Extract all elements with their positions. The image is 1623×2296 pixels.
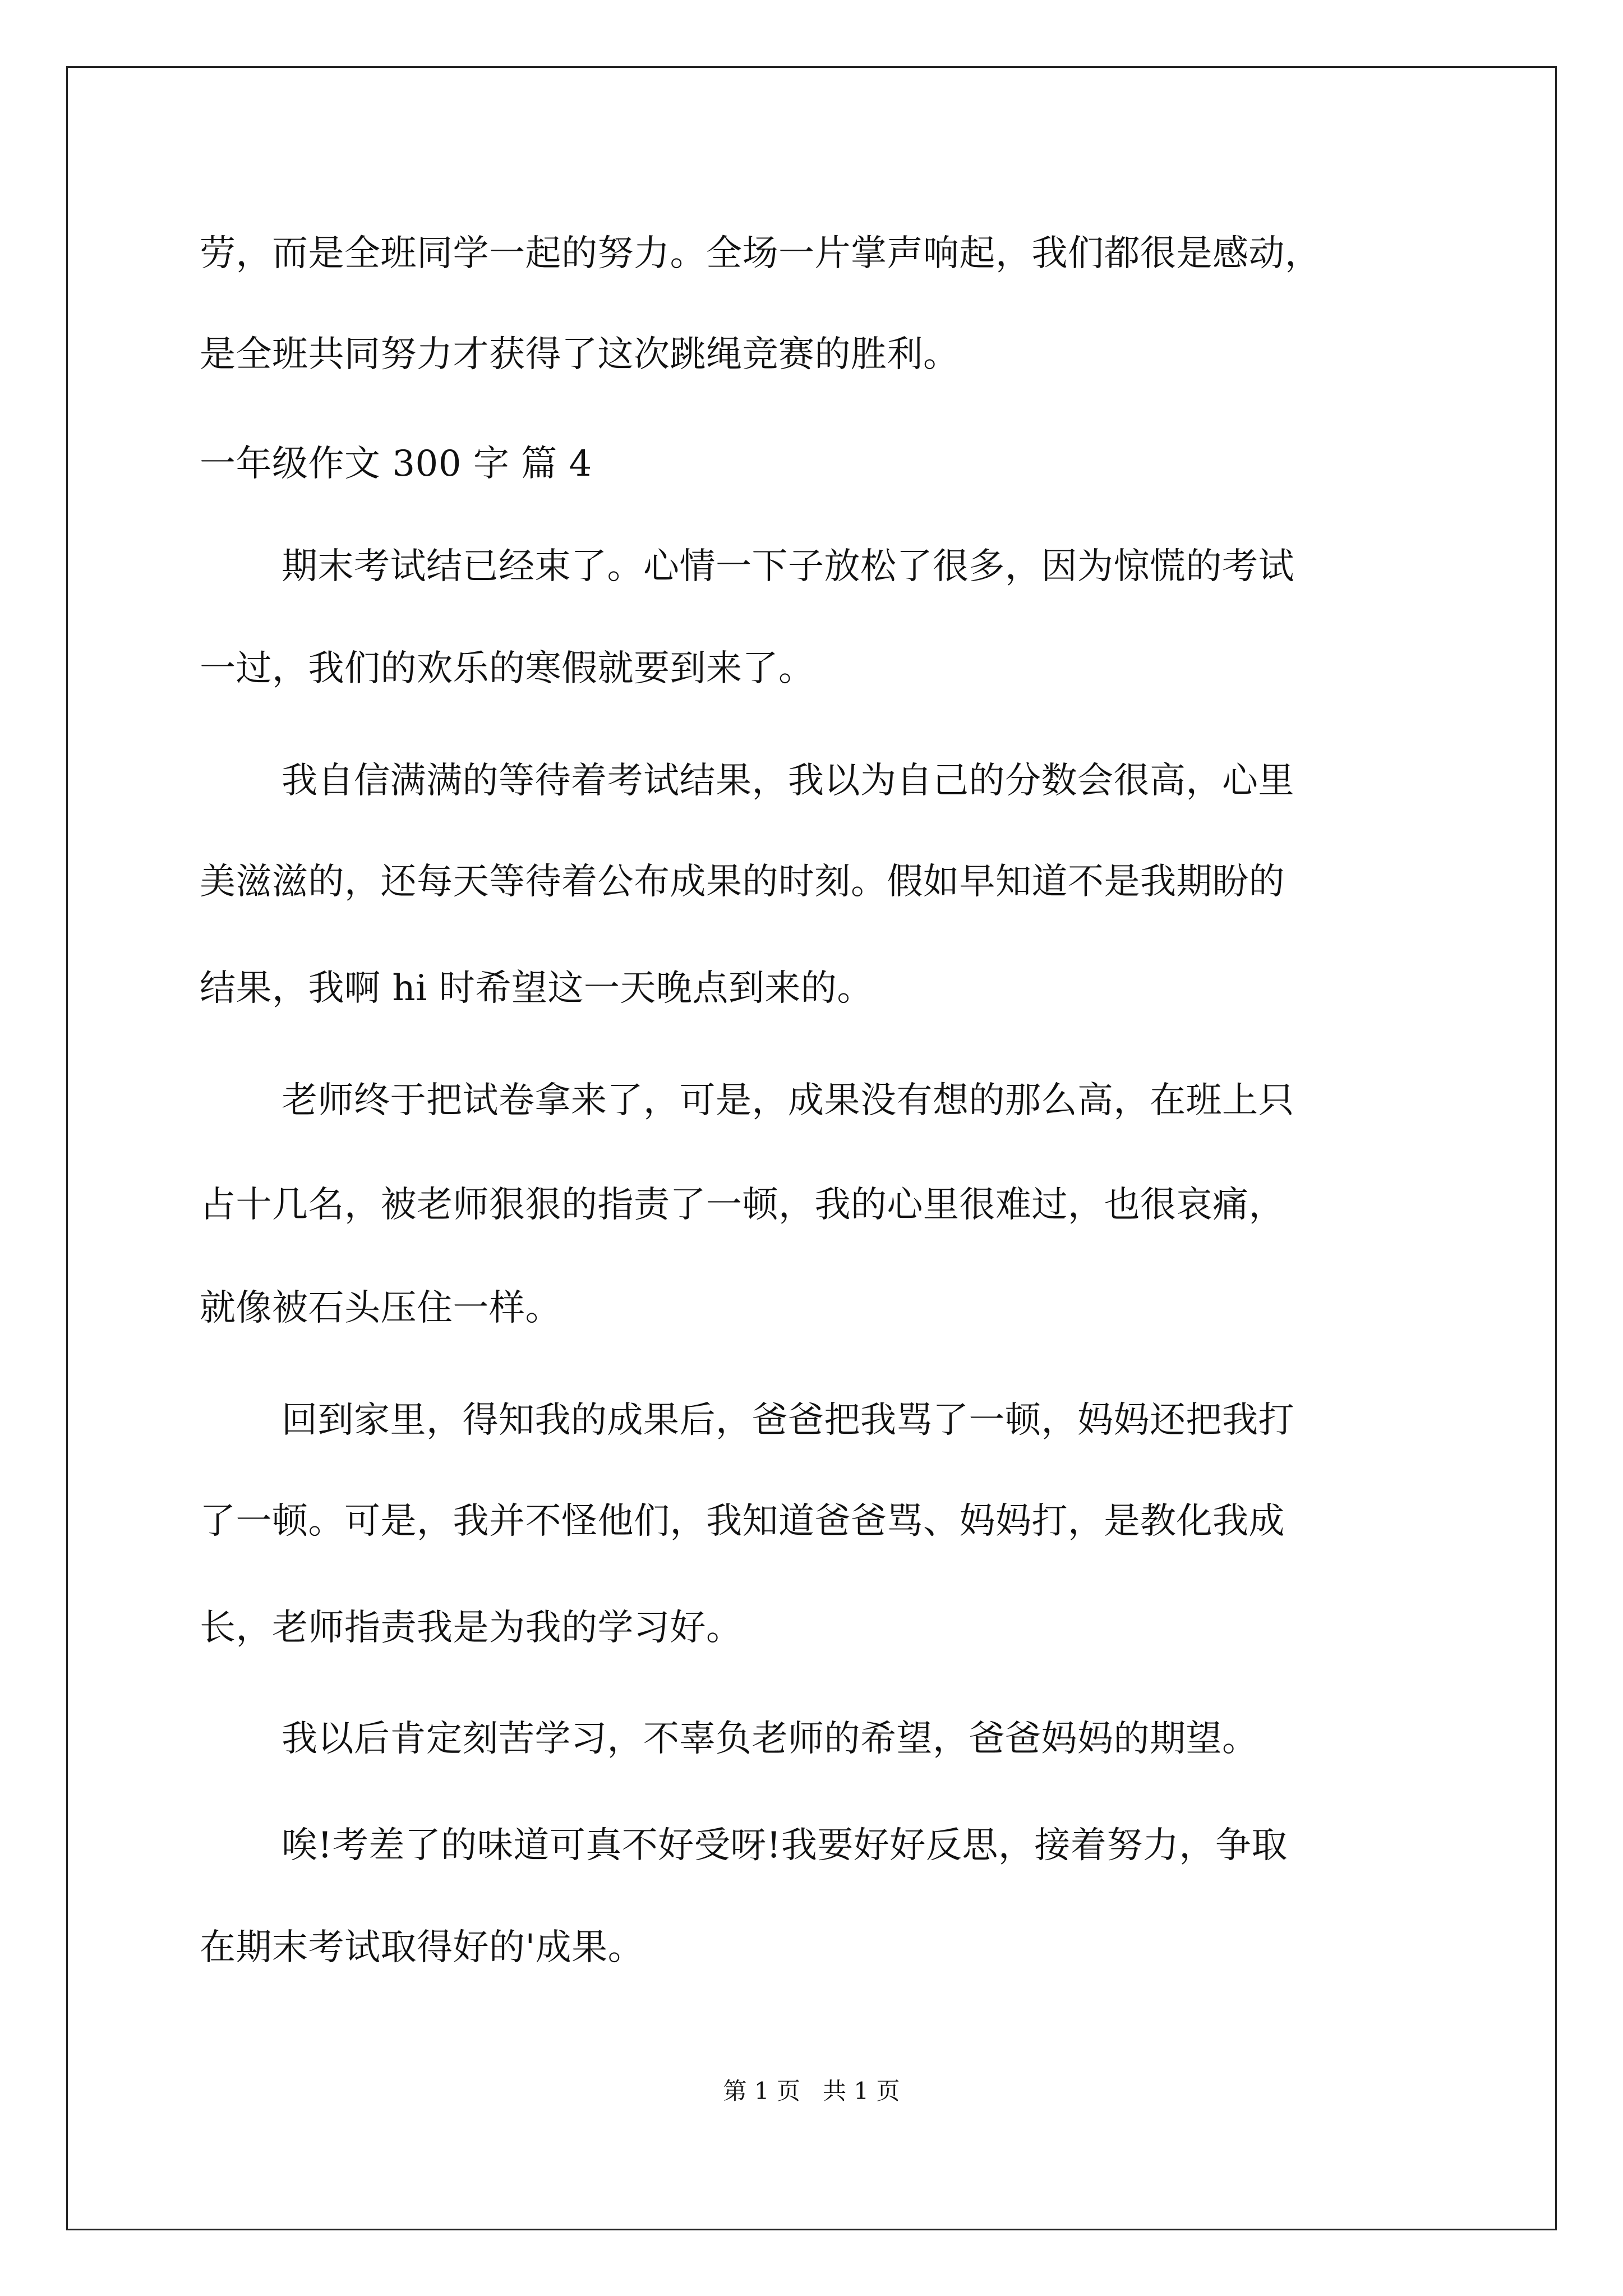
text-line: 美滋滋的，还每天等待着公布成果的时刻。假如早知道不是我期盼的 [200,861,1285,903]
text-line: 劳，而是全班同学一起的努力。全场一片掌声响起，我们都很是感动， [200,233,1321,274]
text-line: 一过，我们的欢乐的寒假就要到来了。 [200,648,815,689]
text-line: 期末考试结已经束了。心情一下子放松了很多，因为惊慌的考试 [282,546,1294,587]
text-line: 唉!考差了的味道可真不好受呀!我要好好反思，接着努力，争取 [282,1825,1288,1866]
section-heading: 一年级作文 300 字 篇 4 [200,443,592,485]
text-line: 就像被石头压住一样。 [200,1287,561,1329]
page-footer: 第 1 页 共 1 页 [723,2077,900,2105]
text-line: 结果，我啊 hi 时希望这一天晚点到来的。 [200,968,873,1009]
text-line: 长，老师指责我是为我的学习好。 [200,1607,743,1649]
text-line: 是全班共同努力才获得了这次跳绳竞赛的胜利。 [200,334,960,375]
text-line: 我自信满满的等待着考试结果，我以为自己的分数会很高，心里 [282,760,1294,802]
text-line: 在期末考试取得好的'成果。 [200,1927,644,1968]
text-line: 老师终于把试卷拿来了，可是，成果没有想的那么高，在班上只 [282,1080,1294,1121]
text-line: 占十几名，被老师狠狠的指责了一顿，我的心里很难过，也很哀痛， [200,1184,1285,1226]
text-line: 了一顿。可是，我并不怪他们，我知道爸爸骂、妈妈打，是教化我成 [200,1501,1285,1542]
page-border [66,66,1557,2230]
text-line: 我以后肯定刻苦学习，不辜负老师的希望，爸爸妈妈的期望。 [282,1718,1258,1760]
text-line: 回到家里，得知我的成果后，爸爸把我骂了一顿，妈妈还把我打 [282,1400,1294,1441]
